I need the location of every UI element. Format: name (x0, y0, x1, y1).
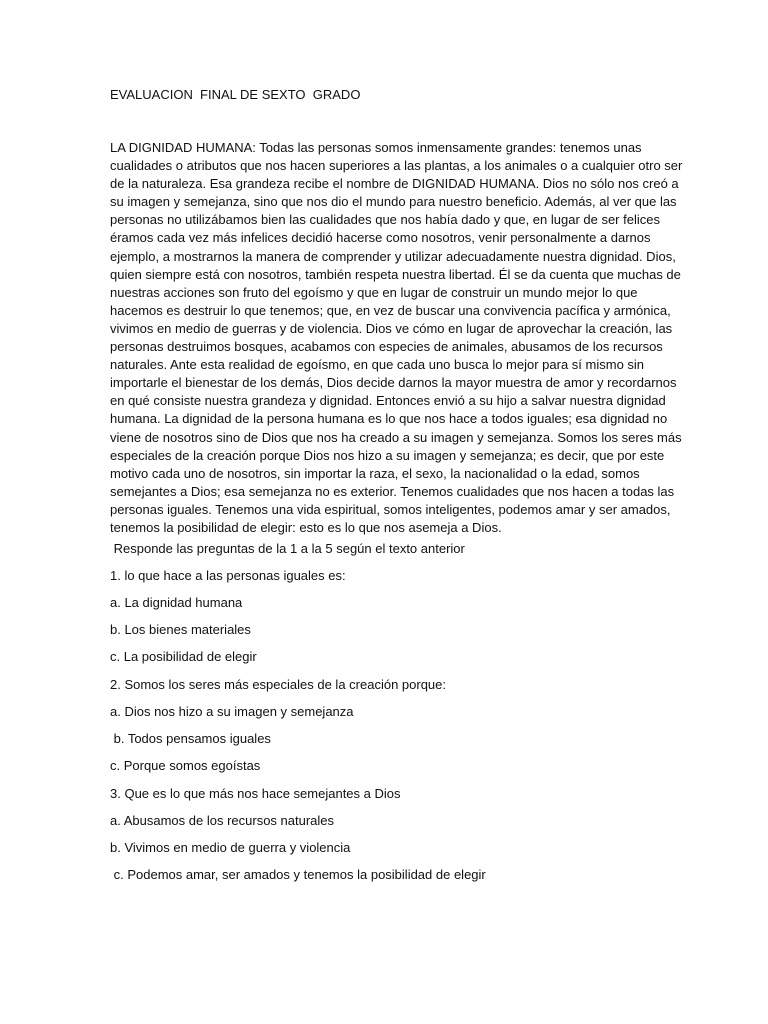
question-1: 1. lo que hace a las personas iguales es: (110, 568, 346, 583)
question-1-option-c: c. La posibilidad de elegir (110, 649, 257, 664)
document-title: EVALUACION FINAL DE SEXTO GRADO (110, 87, 361, 102)
question-3-option-b: b. Vivimos en medio de guerra y violencia (110, 840, 351, 855)
question-2-option-c: c. Porque somos egoístas (110, 758, 261, 773)
question-2-option-b: b. Todos pensamos iguales (110, 731, 271, 746)
question-2-option-a: a. Dios nos hizo a su imagen y semejanza (110, 704, 354, 719)
question-1-option-a: a. La dignidad humana (110, 595, 243, 610)
question-3-option-a: a. Abusamos de los recursos naturales (110, 813, 335, 828)
instructions: Responde las preguntas de la 1 a la 5 según el texto anterior (110, 541, 465, 556)
reading-paragraph: LA DIGNIDAD HUMANA: Todas las personas somos inmensamente grandes: tenemos unas cualidades o atributos que nos hacen superiores a las plantas, a los animales o a cualquier otro ser de la naturaleza. Esa grandeza recibe el nombre de DIGNIDAD HUMANA. Dios no sólo nos creó a su imagen y semejanza, sino que nos dio el mundo para nuestro beneficio. Además, al ver que las personas no utilizábamos bien las cualidades que nos había dado y que, en lugar de ser felices éramos cada vez más infelices decidió hacerse como nosotros, venir personalmente a darnos ejemplo, a mostrarnos la manera de comprender y utilizar adecuadamente nuestra dignidad. Dios, quien siempre está con nosotros, también respeta nuestra libertad. Él se da cuenta que muchas de nuestras acciones son fruto del egoísmo y que en lugar de construir un mundo mejor lo que hacemos es destruir lo que tenemos; que, en vez de buscar una convivencia pacífica y armónica, vivimos en medio de guerras y de violencia. Dios ve cómo en lugar de aprovechar la creación, las personas destruimos bosques, acabamos con especies de animales, abusamos de los recursos naturales. Ante esta realidad de egoísmo, en que cada uno busca lo mejor para sí mismo sin importarle el bienestar de los demás, Dios decide darnos la mayor muestra de amor y recordarnos en qué consiste nuestra grandeza y dignidad. Entonces envió a su hijo a salvar nuestra dignidad humana. La dignidad de la persona humana es lo que nos hace a todos iguales; esa dignidad no viene de nosotros sino de Dios que nos ha creado a su imagen y semejanza. Somos los seres más especiales de la creación porque Dios nos hizo a su imagen y semejanza; es decir, que por este motivo cada uno de nosotros, sin importar la raza, el sexo, la nacionalidad o la edad, somos semejantes a Dios; esa semejanza no es exterior. Tenemos cualidades que nos hacen a todas las personas iguales. Tenemos una vida espiritual, somos inteligentes, podemos amar y ser amados, tenemos la posibilidad de elegir: esto es lo que nos asemeja a Dios. (110, 140, 683, 535)
question-1-option-b: b. Los bienes materiales (110, 622, 251, 637)
question-3: 3. Que es lo que más nos hace semejantes a Dios (110, 786, 401, 801)
question-2: 2. Somos los seres más especiales de la creación porque: (110, 677, 447, 692)
question-3-option-c: c. Podemos amar, ser amados y tenemos la posibilidad de elegir (110, 867, 486, 882)
